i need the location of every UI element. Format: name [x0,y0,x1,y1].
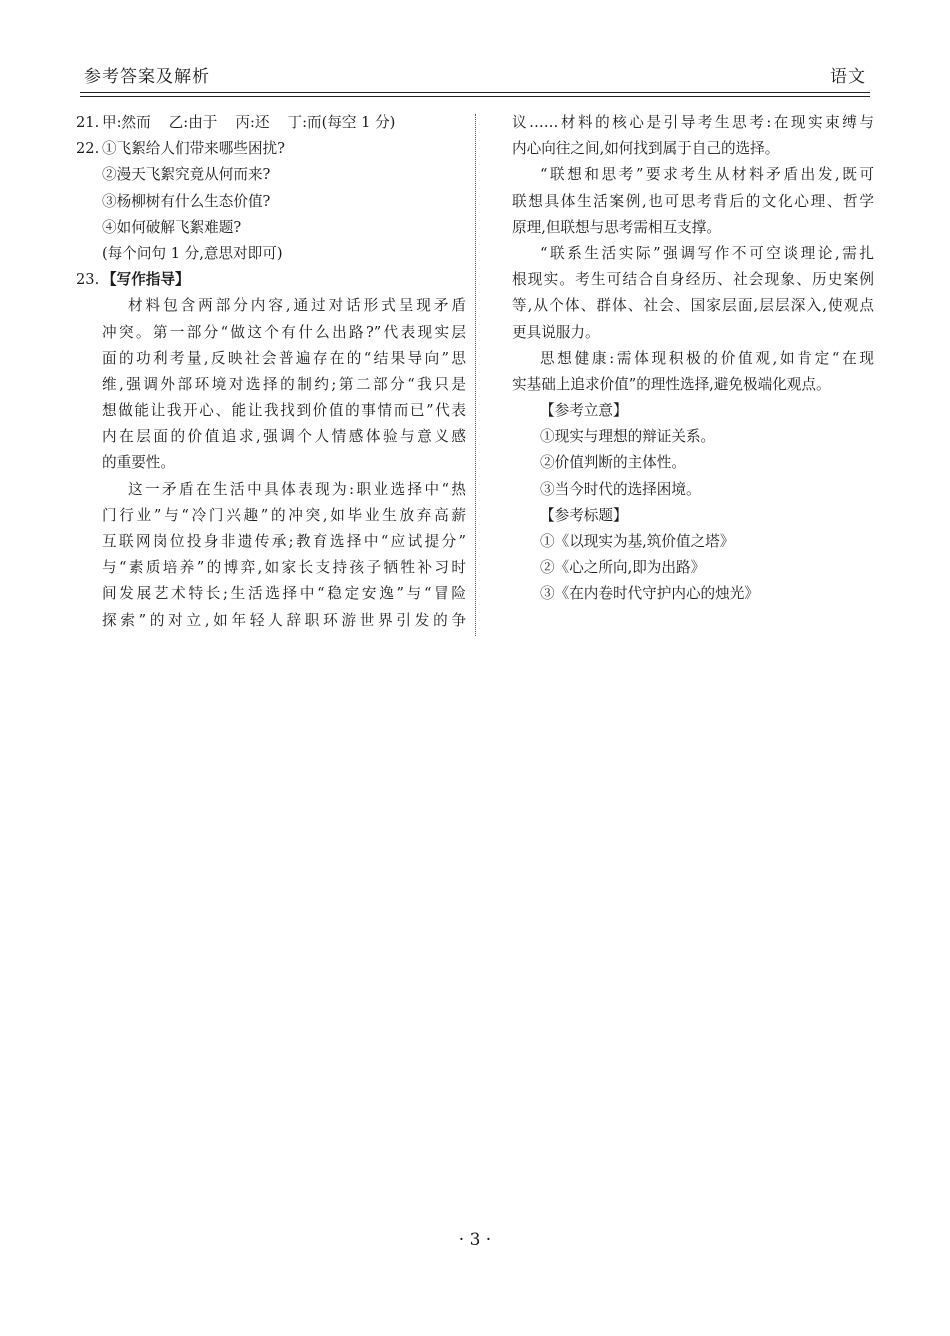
text-line: 面的功利考量,反映社会普遍存在的“结果导向”思 [102,349,466,367]
text-line: “联想和思考”要求考生从材料矛盾出发,既可 [540,166,874,184]
text-line: 议……材料的核心是引导考生思考:在现实束缚与 [512,114,874,131]
text-line: 等,从个体、群体、社会、国家层面,层层深入,使观点 [512,297,874,315]
biaoti-item: ③《在内卷时代守护内心的烛光》 [540,585,759,603]
text-line: 的重要性。 [102,454,175,472]
header-subject: 语文 [830,67,866,87]
left-column [76,110,466,634]
text-line: 更具说服力。 [512,323,600,341]
answer-22-item: ②漫天飞絮究竟从何而来? [102,166,271,184]
text-line: 想做能让我开心、能让我找到价值的事情而已”代表 [102,402,466,420]
lizhi-item: ③当今时代的选择困境。 [540,480,701,498]
lizhi-item: ①现实与理想的辩证关系。 [540,428,716,446]
text-line: 材料包含两部分内容,通过对话形式呈现矛盾 [128,297,466,315]
header-double-rule [80,96,870,97]
biaoti-item: ②《心之所向,即为出路》 [540,559,706,577]
page-number: · 3 · [458,1230,492,1250]
text-line: 冲突。第一部分“做这个有什么出路?”代表现实层 [102,323,466,341]
text-line: 联想具体生活案例,也可思考背后的文化心理、哲学 [512,192,874,210]
answer-21: 21. 甲:然而 乙:由于 丙:还 丁:而(每空 1 分) [76,114,396,131]
text-line: 原理,但联想与思考需相互支撑。 [512,218,721,236]
text-line: 间发展艺术特长;生活选择中“稳定安逸”与“冒险 [102,585,466,603]
text-line: 根现实。考生可结合自身经历、社会现象、历史案例 [512,271,874,289]
text-line: 实基础上追求价值”的理性选择,避免极端化观点。 [512,375,831,393]
text-line: 互联网岗位投身非遗传承;教育选择中“应试提分” [102,533,466,550]
lizhi-item: ②价值判断的主体性。 [540,454,686,472]
text-line: 这一矛盾在生活中具体表现为:职业选择中“热 [128,480,466,498]
biaoti-heading: 【参考标题】 [540,506,628,524]
answer-22-item: ③杨柳树有什么生态价值? [102,192,271,210]
text-line: 内在层面的价值追求,强调个人情感体验与意义感 [102,428,466,446]
text-line: 思想健康:需体现积极的价值观,如肯定“在现 [540,349,874,367]
text-line: 与“素质培养”的博弈,如家长支持孩子牺牲补习时 [102,559,466,577]
text-line: 维,强调外部环境对选择的制约;第二部分“我只是 [102,375,466,393]
biaoti-item: ①《以现实为基,筑价值之塔》 [540,533,735,550]
page-header [80,58,870,93]
text-line: 内心向往之间,如何找到属于自己的选择。 [512,140,780,158]
column-divider [475,114,476,636]
lizhi-heading: 【参考立意】 [540,402,628,420]
text-line: 门行业”与“冷门兴趣”的冲突,如毕业生放弃高薪 [102,506,466,524]
answer-22-note: (每个问句 1 分,意思对即可) [102,244,283,262]
header-title: 参考答案及解析 [84,67,210,87]
answer-22-item: 22. ①飞絮给人们带来哪些困扰? [76,140,285,158]
text-line: “联系生活实际”强调写作不可空谈理论,需扎 [540,244,874,262]
answer-23-heading: 23. 【写作指导】 [76,271,190,289]
right-column [512,110,874,608]
text-line: 探索”的对立,如年轻人辞职环游世界引发的争 [102,611,466,629]
answer-22-item: ④如何破解飞絮难题? [102,218,242,236]
